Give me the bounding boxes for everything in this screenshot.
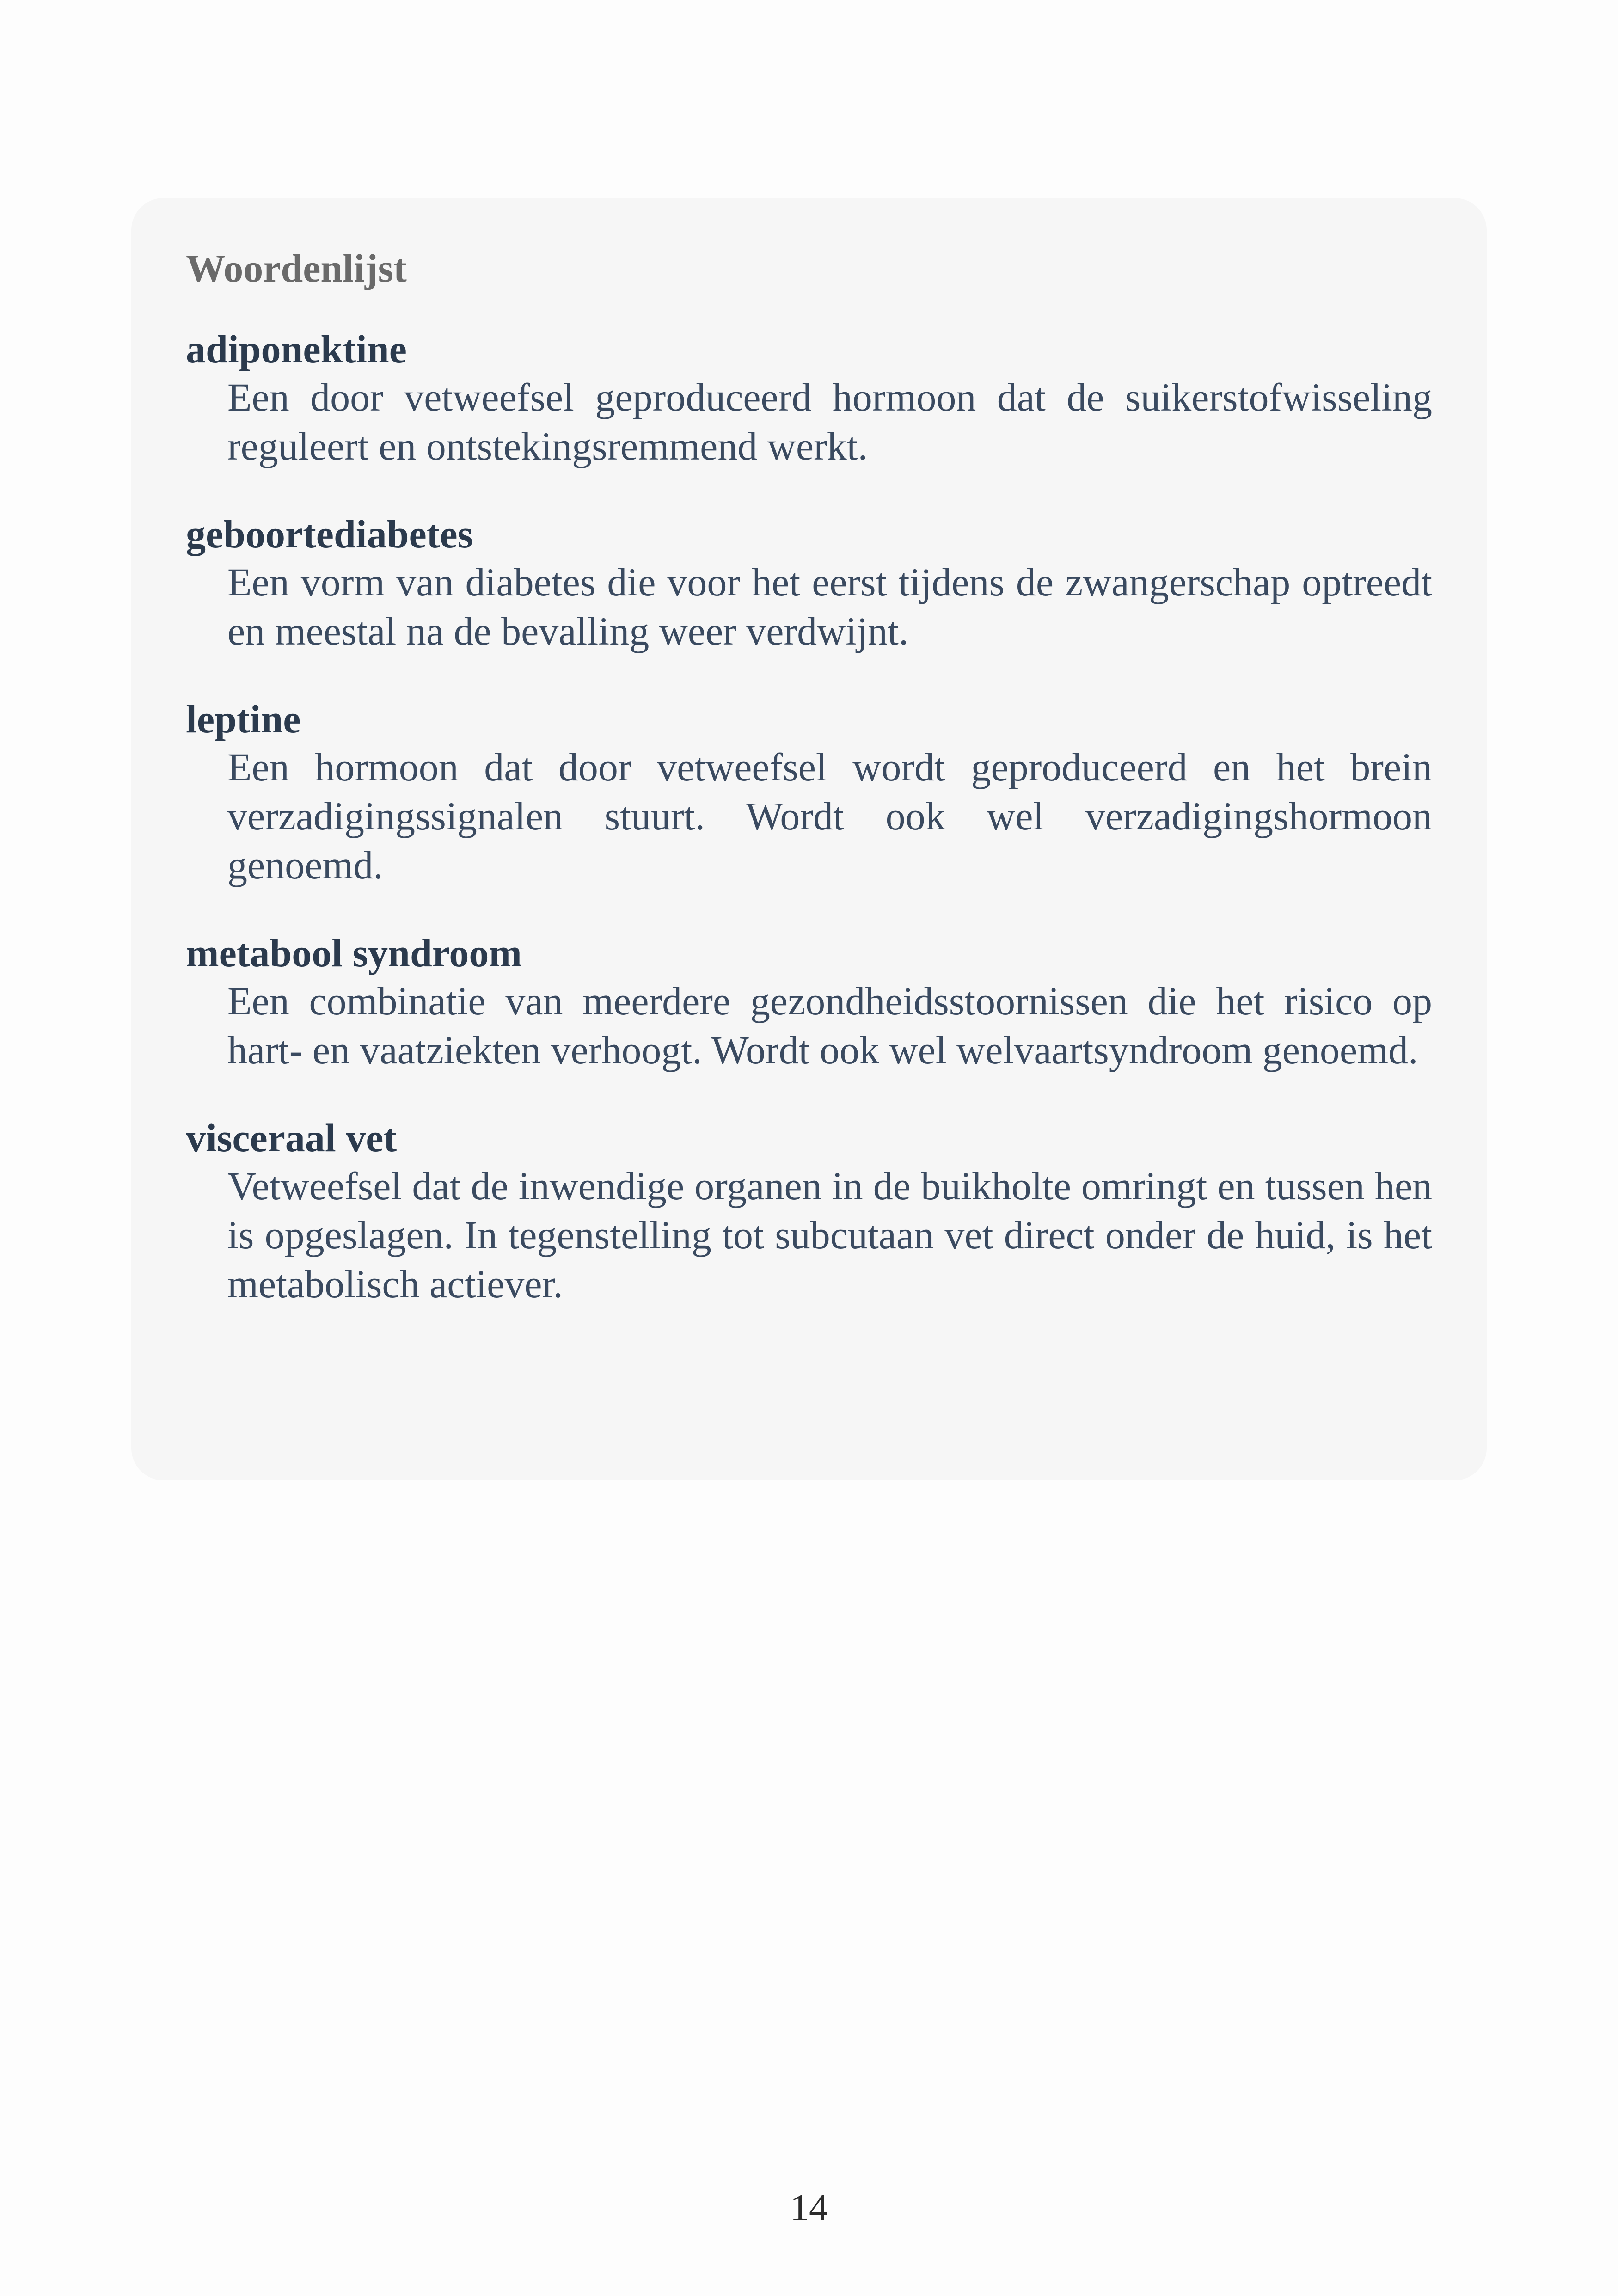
glossary-term: leptine xyxy=(186,697,301,741)
glossary-entry xyxy=(186,1114,1432,1308)
glossary-term: visceraal vet xyxy=(186,1116,397,1160)
glossary-term: metabool syndroom xyxy=(186,931,522,975)
glossary-definition: Een door vetweefsel geproduceerd hormoon dat de suikerstofwisseling reguleert en ontstekingsremmend werkt. xyxy=(227,375,1432,468)
page-number: 14 xyxy=(790,2186,828,2228)
glossary-entry xyxy=(186,929,1432,1074)
glossary-definition: Een vorm van diabetes die voor het eerst tijdens de zwangerschap optreedt en meestal na de bevalling weer verdwijnt. xyxy=(227,560,1432,653)
glossary-definition: Een combinatie van meerdere gezondheidsstoornissen die het risico op hart- en vaatziekten verhoogt. Wordt ook wel welvaartsyndroom genoemd. xyxy=(227,979,1432,1072)
glossary-entry xyxy=(186,510,1432,656)
glossary-definition: Vetweefsel dat de inwendige organen in de buikholte omringt en tussen hen is opgeslagen. In tegenstelling tot subcutaan vet direct onder de huid, is het metabolisch actiever. xyxy=(227,1164,1432,1306)
glossary-definition: Een hormoon dat door vetweefsel wordt geproduceerd en het brein verzadigingssignalen stuurt. Wordt ook wel verzadigingshormoon genoemd. xyxy=(227,745,1432,887)
glossary-term: geboortediabetes xyxy=(186,512,473,556)
glossary-term: adiponektine xyxy=(186,327,407,371)
glossary-title: Woordenlijst xyxy=(186,246,407,290)
glossary-box xyxy=(131,198,1487,1480)
glossary-entry xyxy=(186,695,1432,890)
glossary-entry xyxy=(186,325,1432,471)
